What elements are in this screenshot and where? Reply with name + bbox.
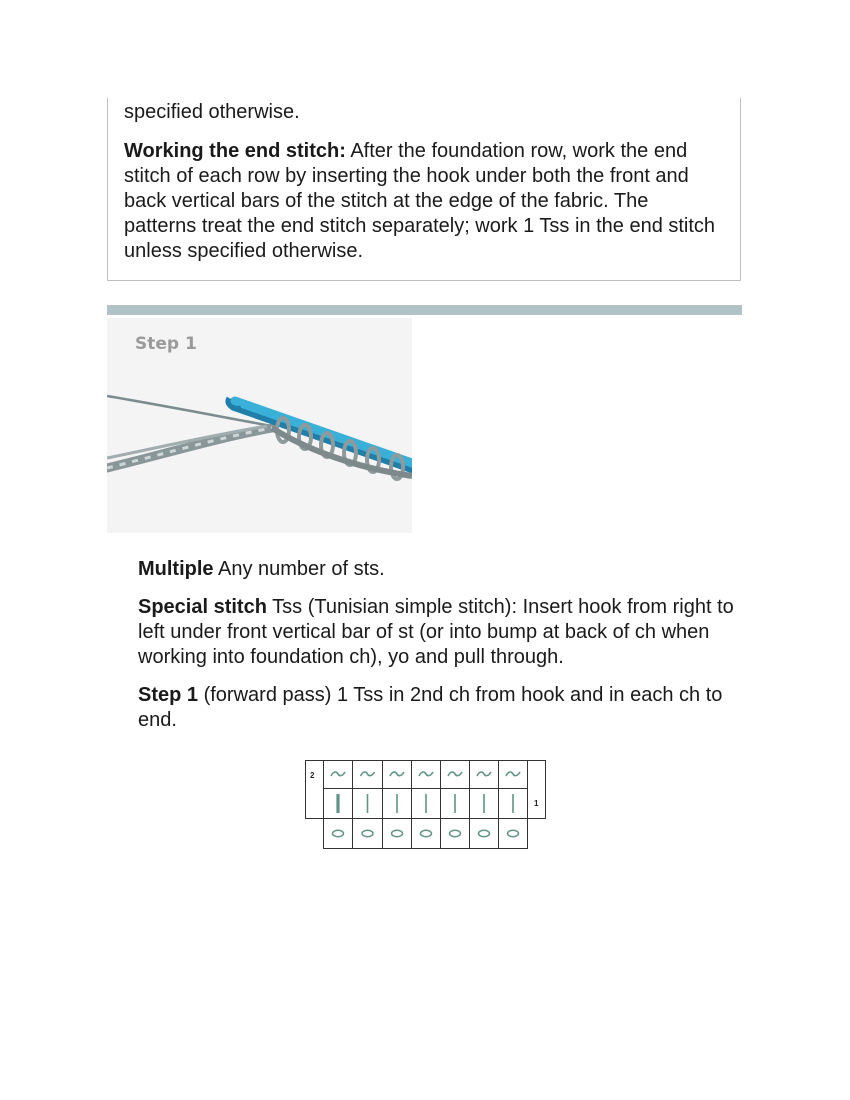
end-stitch-paragraph [124, 139, 724, 264]
special-stitch-heading: Special stitch [138, 596, 267, 618]
end-stitch-text: After the foundation row, work the end stitch of each row by inserting the hook under both the front and back vertical bars of the stitch at the edge of the fabric. The patterns treat the end stitch separately; work 1 Tss in the end stitch unless specified otherwise. [124, 140, 716, 262]
chain-symbol [333, 830, 344, 836]
stitch-chart-svg [300, 755, 550, 855]
return-pass-symbol [331, 772, 345, 776]
return-pass-symbol [477, 772, 491, 776]
chain-symbol [421, 830, 432, 836]
multiple-paragraph [138, 557, 748, 582]
special-stitch-text: Tss (Tunisian simple stitch): Insert hook from right to left under front vertical bar of st (or into bump at back of ch when working into foundation ch), yo and pull through. [138, 596, 734, 668]
chain-symbol [479, 830, 490, 836]
step-1-photo [107, 318, 412, 533]
multiple-heading: Multiple [138, 558, 214, 580]
photo-step-label: Step 1 [135, 334, 197, 354]
chart-symbols [331, 772, 520, 837]
chain-symbol [392, 830, 403, 836]
chart-row-label-2: 2 [310, 771, 315, 780]
return-pass-symbol [448, 772, 462, 776]
step-1-paragraph [138, 683, 748, 733]
instructions [138, 557, 748, 746]
stitch-chart [300, 755, 550, 860]
return-pass-symbol [361, 772, 375, 776]
special-stitch-paragraph [138, 595, 748, 670]
section-divider [107, 305, 742, 315]
multiple-text: Any number of sts. [213, 558, 385, 580]
return-pass-symbol [390, 772, 404, 776]
chain-symbol [362, 830, 373, 836]
end-stitch-heading: Working the end stitch: [124, 140, 346, 162]
return-pass-symbol [506, 772, 520, 776]
note-box [107, 98, 741, 281]
step-1-heading: Step 1 [138, 684, 199, 706]
chain-symbol [508, 830, 519, 836]
note-carryover-text: specified otherwise. [124, 101, 300, 123]
return-pass-symbol [419, 772, 433, 776]
chain-symbol [450, 830, 461, 836]
step-1-text: (forward pass) 1 Tss in 2nd ch from hook and in each ch to end. [138, 684, 723, 731]
chart-row-label-1: 1 [534, 799, 539, 808]
